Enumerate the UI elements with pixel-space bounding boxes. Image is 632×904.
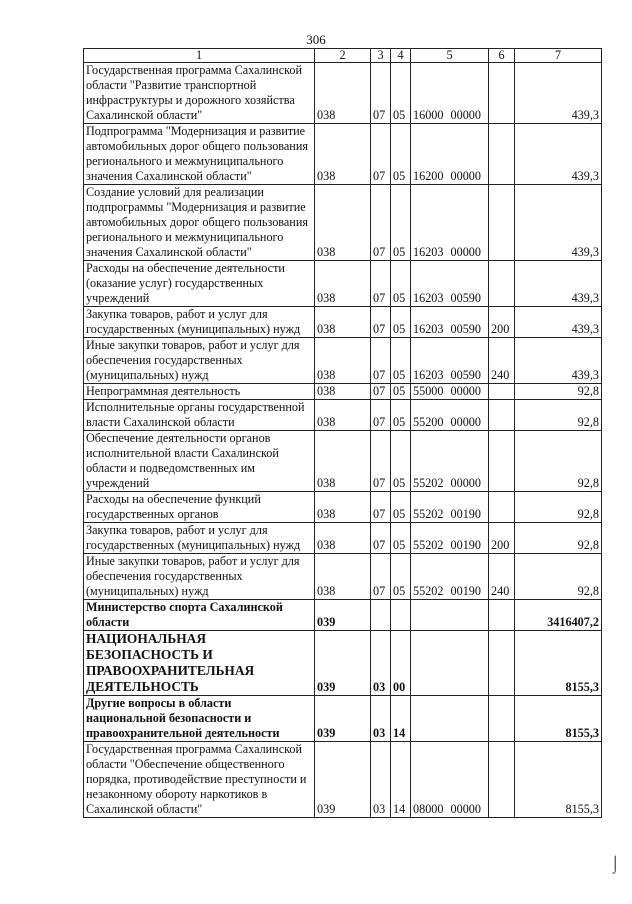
table-row xyxy=(84,124,602,185)
row-subsection: 05 xyxy=(391,400,411,431)
row-subsection: 05 xyxy=(391,307,411,338)
row-expense-type xyxy=(489,63,515,124)
row-code: 038 xyxy=(315,124,371,185)
row-expense-type: 240 xyxy=(489,554,515,600)
row-target xyxy=(411,600,489,631)
row-name: НАЦИОНАЛЬНАЯ БЕЗОПАСНОСТЬ И ПРАВООХРАНИТЕЛЬНАЯ ДЕЯТЕЛЬНОСТЬ xyxy=(84,631,315,696)
row-amount: 439,3 xyxy=(515,63,602,124)
row-subsection: 14 xyxy=(391,696,411,742)
row-section: 07 xyxy=(371,431,391,492)
page-number: 306 xyxy=(306,32,326,47)
row-target: 16203 00590 xyxy=(411,307,489,338)
pen-mark: ⌡ xyxy=(610,856,620,873)
row-expense-type xyxy=(489,124,515,185)
row-section: 07 xyxy=(371,492,391,523)
row-name: Закупка товаров, работ и услуг для государственных (муниципальных) нужд xyxy=(84,523,315,554)
row-subsection xyxy=(391,600,411,631)
row-section: 03 xyxy=(371,742,391,818)
row-amount: 439,3 xyxy=(515,185,602,261)
row-code: 038 xyxy=(315,307,371,338)
column-header: 3 xyxy=(371,49,391,63)
row-subsection: 05 xyxy=(391,431,411,492)
row-section xyxy=(371,600,391,631)
row-expense-type xyxy=(489,631,515,696)
budget-table xyxy=(83,48,602,818)
row-target: 55202 00000 xyxy=(411,431,489,492)
table-row xyxy=(84,431,602,492)
row-name: Исполнительные органы государственной власти Сахалинской области xyxy=(84,400,315,431)
row-target: 55202 00190 xyxy=(411,492,489,523)
row-code: 038 xyxy=(315,63,371,124)
row-section: 07 xyxy=(371,307,391,338)
row-name: Иные закупки товаров, работ и услуг для обеспечения государственных (муниципальных) нужд xyxy=(84,338,315,384)
table-row xyxy=(84,185,602,261)
row-subsection: 00 xyxy=(391,631,411,696)
row-expense-type xyxy=(489,431,515,492)
table-row xyxy=(84,523,602,554)
row-name: Подпрограмма "Модернизация и развитие автомобильных дорог общего пользования регионального и межмуниципального значения Сахалинской области" xyxy=(84,124,315,185)
table-row-ministry xyxy=(84,600,602,631)
row-amount: 8155,3 xyxy=(515,742,602,818)
row-target: 55000 00000 xyxy=(411,384,489,400)
column-header: 1 xyxy=(84,49,315,63)
row-section: 07 xyxy=(371,400,391,431)
row-section: 07 xyxy=(371,63,391,124)
row-subsection: 05 xyxy=(391,63,411,124)
row-subsection: 05 xyxy=(391,124,411,185)
row-target xyxy=(411,631,489,696)
row-target: 16203 00590 xyxy=(411,338,489,384)
table-row xyxy=(84,742,602,818)
row-amount: 439,3 xyxy=(515,338,602,384)
column-header: 2 xyxy=(315,49,371,63)
row-name: Закупка товаров, работ и услуг для государственных (муниципальных) нужд xyxy=(84,307,315,338)
row-expense-type xyxy=(489,492,515,523)
row-code: 038 xyxy=(315,338,371,384)
row-code: 038 xyxy=(315,431,371,492)
row-section: 03 xyxy=(371,696,391,742)
table-row-section xyxy=(84,631,602,696)
row-name: Государственная программа Сахалинской области "Развитие транспортной инфраструктуры и дорожного хозяйства Сахалинской области" xyxy=(84,63,315,124)
table-row xyxy=(84,554,602,600)
row-name: Другие вопросы в области национальной безопасности и правоохранительной деятельности xyxy=(84,696,315,742)
table-row xyxy=(84,261,602,307)
table-row xyxy=(84,384,602,400)
row-section: 03 xyxy=(371,631,391,696)
row-amount: 92,8 xyxy=(515,431,602,492)
row-amount: 439,3 xyxy=(515,124,602,185)
row-subsection: 05 xyxy=(391,261,411,307)
row-amount: 92,8 xyxy=(515,400,602,431)
table-row xyxy=(84,492,602,523)
row-name: Государственная программа Сахалинской области "Обеспечение общественного порядка, противодействие преступности и незаконному обороту наркотиков в Сахалинской области" xyxy=(84,742,315,818)
row-subsection: 05 xyxy=(391,185,411,261)
row-target: 16203 00590 xyxy=(411,261,489,307)
row-code: 039 xyxy=(315,600,371,631)
row-expense-type: 200 xyxy=(489,307,515,338)
row-code: 038 xyxy=(315,400,371,431)
row-name: Обеспечение деятельности органов исполнительной власти Сахалинской области и подведомственных им учреждений xyxy=(84,431,315,492)
row-section: 07 xyxy=(371,554,391,600)
row-amount: 439,3 xyxy=(515,261,602,307)
row-code: 039 xyxy=(315,696,371,742)
table-row xyxy=(84,338,602,384)
row-amount: 3416407,2 xyxy=(515,600,602,631)
row-section: 07 xyxy=(371,124,391,185)
row-subsection: 05 xyxy=(391,523,411,554)
column-header: 7 xyxy=(515,49,602,63)
row-amount: 8155,3 xyxy=(515,631,602,696)
row-subsection: 05 xyxy=(391,338,411,384)
row-amount: 92,8 xyxy=(515,554,602,600)
row-target: 16203 00000 xyxy=(411,185,489,261)
row-section: 07 xyxy=(371,185,391,261)
row-name: Создание условий для реализации подпрограммы "Модернизация и развитие автомобильных дорог общего пользования регионального и межмуниципального значения Сахалинской области" xyxy=(84,185,315,261)
row-amount: 92,8 xyxy=(515,384,602,400)
row-name: Расходы на обеспечение функций государственных органов xyxy=(84,492,315,523)
row-amount: 8155,3 xyxy=(515,696,602,742)
row-subsection: 14 xyxy=(391,742,411,818)
row-amount: 92,8 xyxy=(515,523,602,554)
row-code: 038 xyxy=(315,261,371,307)
row-expense-type xyxy=(489,742,515,818)
row-target: 16000 00000 xyxy=(411,63,489,124)
row-target: 55200 00000 xyxy=(411,400,489,431)
row-code: 038 xyxy=(315,492,371,523)
row-expense-type xyxy=(489,261,515,307)
row-expense-type: 240 xyxy=(489,338,515,384)
row-name: Министерство спорта Сахалинской области xyxy=(84,600,315,631)
row-target: 55202 00190 xyxy=(411,523,489,554)
row-subsection: 05 xyxy=(391,554,411,600)
row-section: 07 xyxy=(371,261,391,307)
row-expense-type xyxy=(489,384,515,400)
row-expense-type xyxy=(489,600,515,631)
column-header: 5 xyxy=(411,49,489,63)
row-subsection: 05 xyxy=(391,384,411,400)
row-target: 55202 00190 xyxy=(411,554,489,600)
row-expense-type xyxy=(489,400,515,431)
row-expense-type xyxy=(489,696,515,742)
table-row xyxy=(84,400,602,431)
table-header-row xyxy=(84,49,602,63)
row-code: 038 xyxy=(315,554,371,600)
row-expense-type xyxy=(489,185,515,261)
row-subsection: 05 xyxy=(391,492,411,523)
table-row-subsection xyxy=(84,696,602,742)
row-name: Иные закупки товаров, работ и услуг для обеспечения государственных (муниципальных) нужд xyxy=(84,554,315,600)
column-header: 4 xyxy=(391,49,411,63)
row-code: 038 xyxy=(315,384,371,400)
row-code: 038 xyxy=(315,185,371,261)
row-code: 039 xyxy=(315,631,371,696)
row-amount: 439,3 xyxy=(515,307,602,338)
row-target xyxy=(411,696,489,742)
row-name: Непрограммная деятельность xyxy=(84,384,315,400)
column-header: 6 xyxy=(489,49,515,63)
row-section: 07 xyxy=(371,523,391,554)
row-code: 038 xyxy=(315,523,371,554)
row-name: Расходы на обеспечение деятельности (оказание услуг) государственных учреждений xyxy=(84,261,315,307)
row-section: 07 xyxy=(371,384,391,400)
row-amount: 92,8 xyxy=(515,492,602,523)
row-code: 039 xyxy=(315,742,371,818)
table-row xyxy=(84,63,602,124)
row-section: 07 xyxy=(371,338,391,384)
row-expense-type: 200 xyxy=(489,523,515,554)
table-row xyxy=(84,307,602,338)
row-target: 08000 00000 xyxy=(411,742,489,818)
row-target: 16200 00000 xyxy=(411,124,489,185)
